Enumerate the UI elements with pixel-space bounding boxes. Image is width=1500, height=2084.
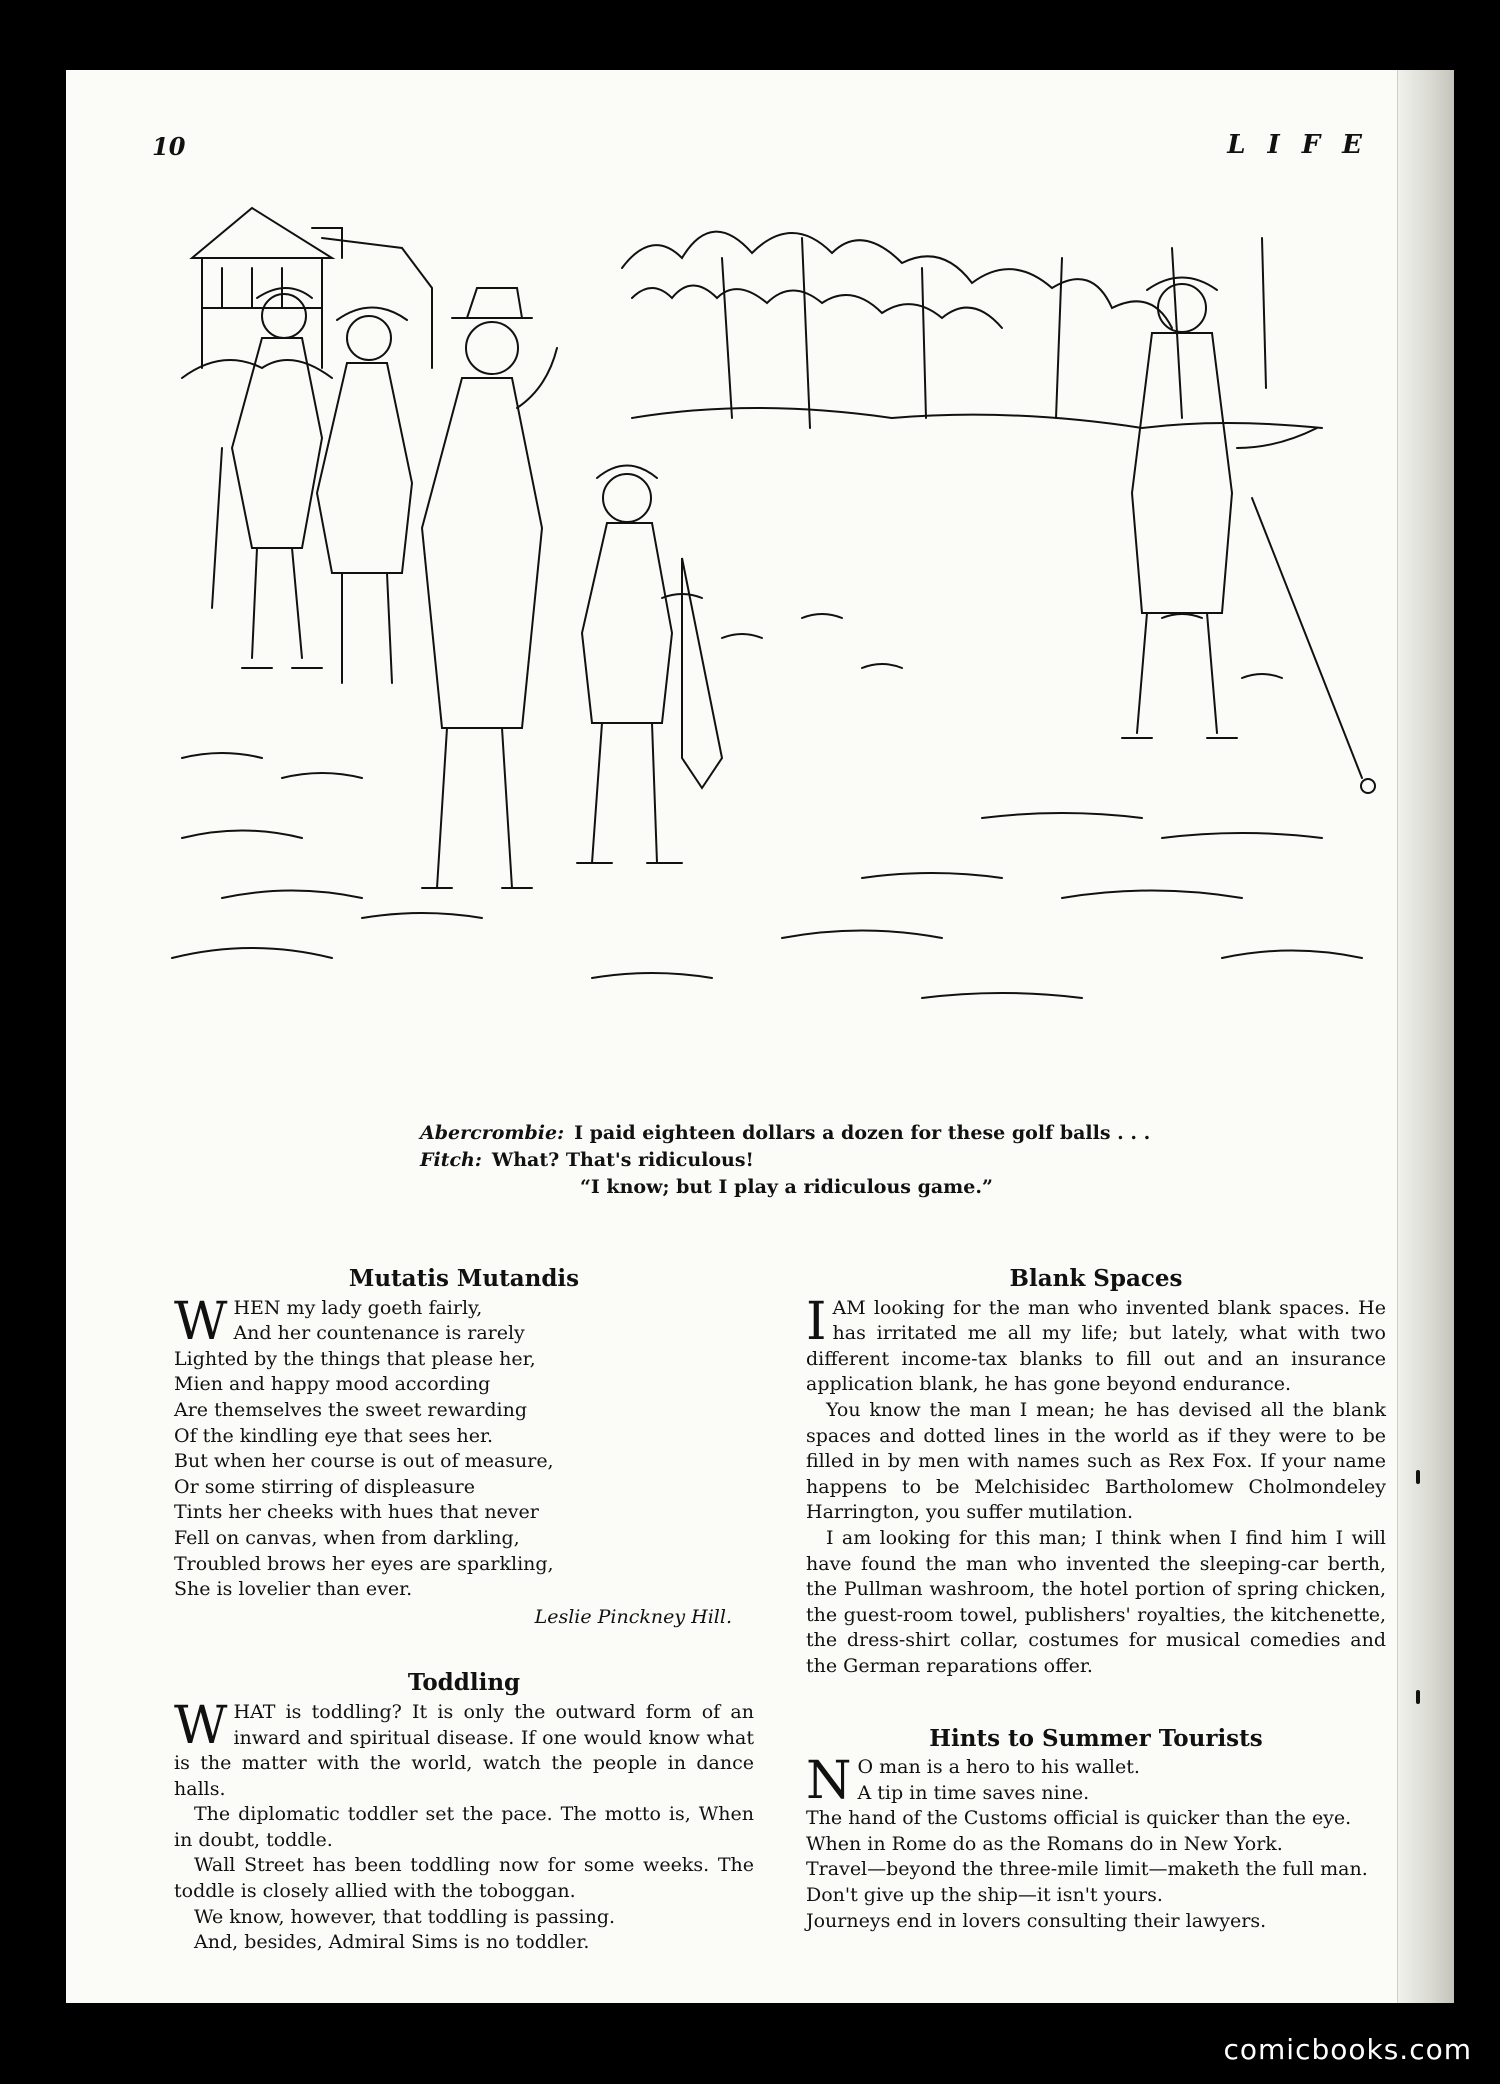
aphorism-line: Travel—beyond the three-mile limit—maketh the full man.: [806, 1858, 1368, 1881]
paragraph: And, besides, Admiral Sims is no toddler.: [194, 1931, 590, 1954]
caption-line: [420, 1120, 1150, 1147]
caption-text: I paid eighteen dollars a dozen for these golf balls . . .: [574, 1122, 1151, 1144]
article-body-toddling: [174, 1695, 754, 1956]
poem-line: HEN my lady goeth fairly,: [233, 1296, 483, 1319]
poem-line: But when her course is out of measure,: [174, 1450, 554, 1473]
left-column: [174, 1266, 754, 1956]
paragraph: I am looking for this man; I think when I find him I will have found the man who invented the sleeping-car berth, the Pullman washroom, the hotel portion of spring chicken, the guest-room towel, publishers' royalties, the kitchenette, the dress-shirt collar, costumes for musical comedies and the German reparations offer.: [806, 1526, 1386, 1677]
paragraph: WHAT is toddling? It is only the outward form of an inward and spiritual disease. If one would know what is the matter with the world, watch the people in dance halls.: [174, 1695, 754, 1800]
caption-text: What? That's ridiculous!: [491, 1149, 754, 1171]
poem-line: And her countenance is rarely: [233, 1322, 525, 1345]
article-title-hints: Hints to Summer Tourists: [929, 1724, 1263, 1752]
caption-speaker: Abercrombie:: [420, 1122, 565, 1144]
poem-line: Are themselves the sweet rewarding: [174, 1398, 528, 1421]
caption-line: [420, 1174, 1150, 1201]
aphorism-line: When in Rome do as the Romans do in New York.: [806, 1832, 1283, 1855]
poem-line: Tints her cheeks with hues that never: [174, 1501, 539, 1524]
poem-byline: Leslie Pinckney Hill.: [534, 1605, 732, 1628]
poem-line: Mien and happy mood according: [174, 1373, 491, 1396]
page-number: 10: [152, 132, 186, 161]
paragraph: IAM looking for the man who invented blank spaces. He has irritated me all my life; but lately, what with two different income-tax blanks to fill out and an insurance application blank, he has gone beyond endurance.: [806, 1291, 1386, 1396]
poem-line: Fell on canvas, when from darkling,: [174, 1526, 520, 1549]
paragraph: Wall Street has been toddling now for some weeks. The toddle is closely allied with the toboggan.: [174, 1854, 754, 1903]
article-title-toddling: Toddling: [407, 1669, 521, 1697]
caption-line: [420, 1147, 1150, 1174]
drop-cap: N: [806, 1751, 852, 1812]
article-body-hints: [806, 1751, 1386, 1934]
caption-speaker: Fitch:: [420, 1149, 482, 1171]
poem-mutatis: [174, 1291, 754, 1631]
margin-mark: [1416, 1470, 1420, 1484]
poem-line: Lighted by the things that please her,: [174, 1347, 536, 1370]
article-body-blank-spaces: [806, 1291, 1386, 1680]
drop-cap: W: [174, 1695, 228, 1756]
aphorism-line: Don't give up the ship—it isn't yours.: [806, 1884, 1163, 1907]
poem-line: Or some stirring of displeasure: [174, 1475, 475, 1498]
poem-line: Troubled brows her eyes are sparkling,: [174, 1552, 554, 1575]
right-column: [806, 1266, 1386, 1934]
poem-line: She is lovelier than ever.: [174, 1578, 413, 1601]
drop-cap: W: [174, 1291, 228, 1352]
golf-cartoon-drawing: [162, 198, 1404, 1090]
article-title-mutatis: Mutatis Mutandis: [348, 1265, 580, 1292]
drop-cap: I: [806, 1291, 827, 1352]
paragraph: You know the man I mean; he has devised all the blank spaces and dotted lines in the world as if they were to be filled in by men with names such as Rex Fox. If your name happens to be Melchisidec Bartholomew Cholmondeley Harrington, you suffer mutilation.: [806, 1398, 1386, 1524]
magazine-title: LIFE: [1227, 130, 1384, 160]
aphorism-line: A tip in time saves nine.: [857, 1781, 1090, 1804]
paragraph: The diplomatic toddler set the pace. The motto is, When in doubt, toddle.: [174, 1803, 754, 1851]
aphorism-line: The hand of the Customs official is quicker than the eye.: [806, 1807, 1352, 1830]
paragraph: We know, however, that toddling is passing.: [194, 1905, 616, 1928]
article-title-blank-spaces: Blank Spaces: [1009, 1265, 1183, 1292]
poem-line: Of the kindling eye that sees her.: [174, 1424, 494, 1447]
golf-cartoon-illustration: [162, 198, 1404, 1090]
site-watermark: comicbooks.com: [1223, 2033, 1472, 2066]
page-spine: [1397, 70, 1454, 2003]
cartoon-caption: [420, 1120, 1150, 1201]
magazine-page: [66, 70, 1454, 2003]
aphorism-line: Journeys end in lovers consulting their lawyers.: [806, 1909, 1267, 1932]
aphorism-line: O man is a hero to his wallet.: [857, 1756, 1140, 1779]
caption-text: “I know; but I play a ridiculous game.”: [580, 1176, 993, 1198]
margin-mark: [1416, 1690, 1420, 1704]
